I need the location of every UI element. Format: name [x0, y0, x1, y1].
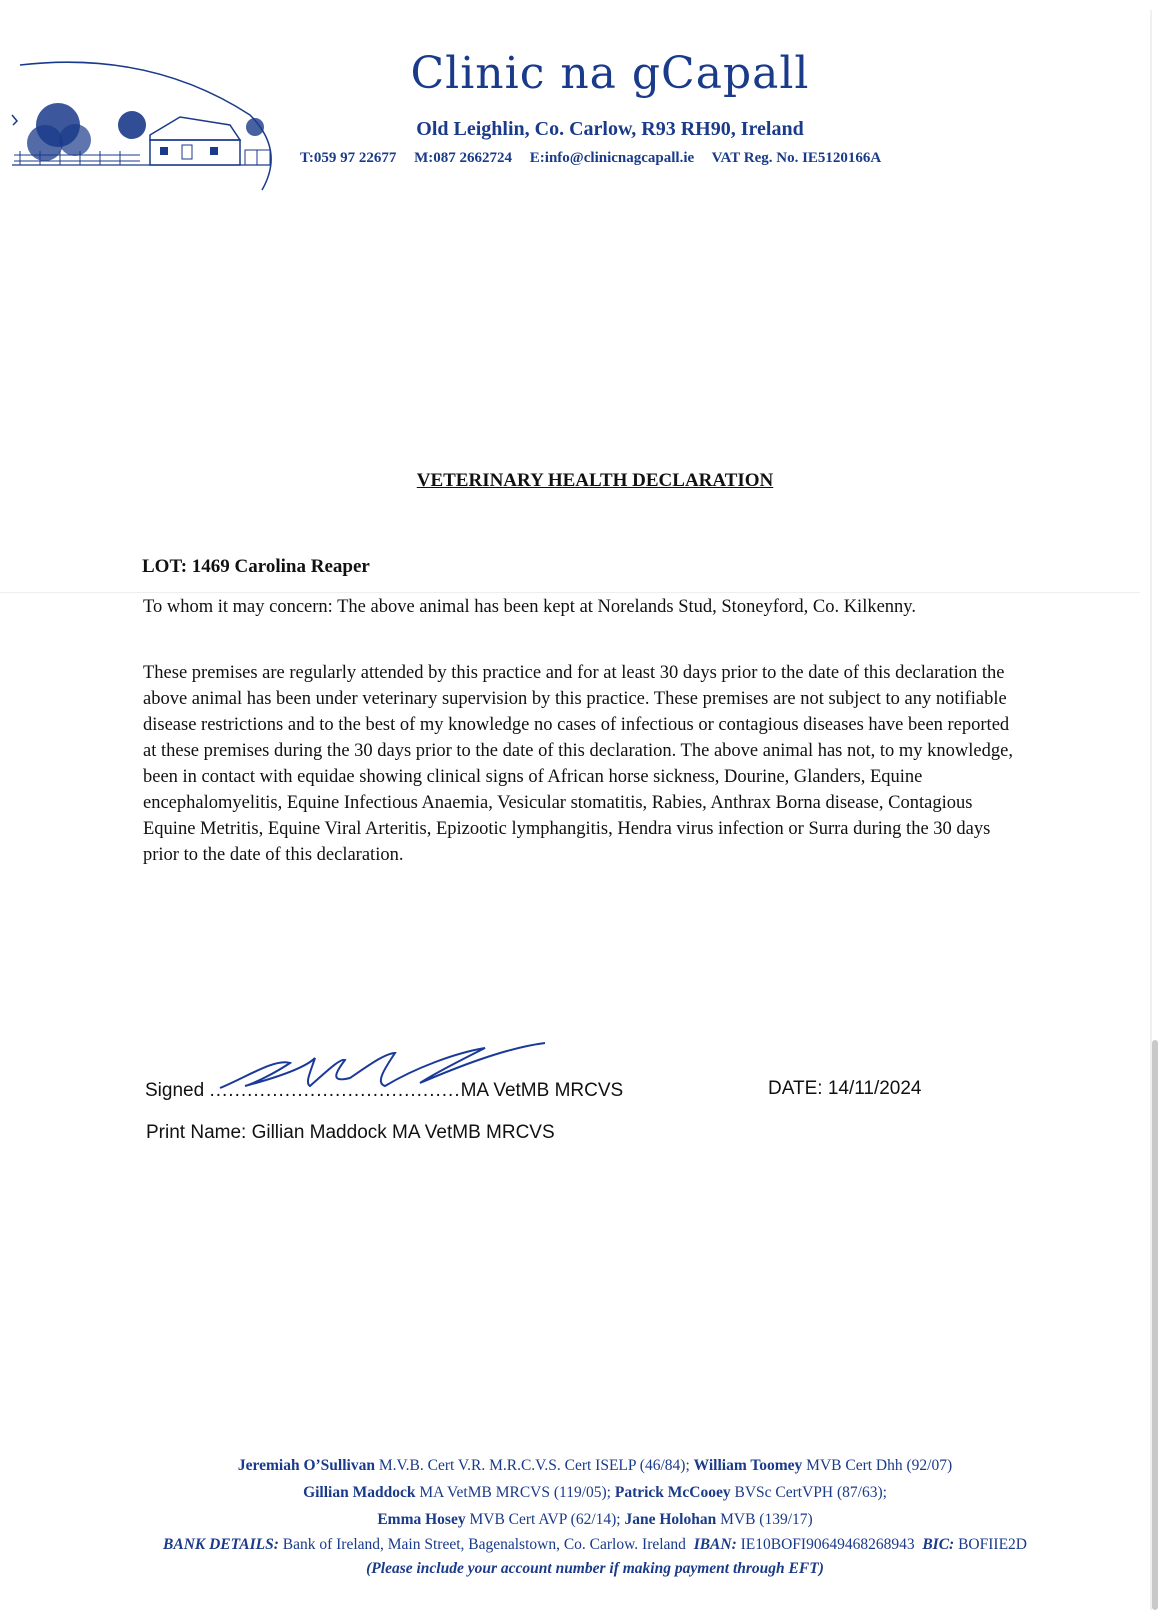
paragraph-declaration: These premises are regularly attended by this practice and for at least 30 days prior to the date of this declaration the above animal has been under veterinary supervision by this practice. These premises are not subject to any notifiable disease restrictions and to the best of my knowledge no cases of infectious or contagious diseases have been reported at these premises during the 30 days prior to the date of this declaration. The above animal has not, to my knowledge, been in contact with equidae showing clinical signs of African horse sickness, Dourine, Glanders, Equine encephalomyelitis, Equine Infectious Anaemia, Vesicular stomatitis, Rabies, Anthrax Borna disease, Contagious Equine Metritis, Equine Viral Arteritis, Epizootic lymphangitis, Hendra virus infection or Surra during the 30 days prior to the date of this declaration. — [143, 663, 1013, 865]
phone: T:059 97 22677 — [300, 150, 397, 166]
lot-heading: LOT: 1469 Carolina Reaper — [142, 556, 370, 577]
footer-vets-line-1 — [0, 1457, 1170, 1475]
bic-value: BOFIIE2D — [958, 1536, 1027, 1553]
footer-bank-details — [0, 1536, 1170, 1554]
page-divider — [0, 592, 1140, 593]
clinic-name: Clinic na gCapall — [410, 48, 810, 99]
clinic-address: Old Leighlin, Co. Carlow, R93 RH90, Ireland — [416, 118, 804, 140]
footer-payment-note: (Please include your account number if making payment through EFT) — [366, 1560, 824, 1577]
print-name: Print Name: Gillian Maddock MA VetMB MRCVS — [146, 1122, 555, 1143]
iban-value: IE10BOFI90649468268943 — [740, 1536, 915, 1553]
contact-line — [300, 150, 895, 167]
vet-quals: MVB Cert AVP (62/14); — [469, 1511, 621, 1528]
vet-quals: BVSc CertVPH (87/63); — [734, 1484, 887, 1501]
vet-quals: M.V.B. Cert V.R. M.R.C.V.S. Cert ISELP (46/84); — [378, 1457, 690, 1474]
vet-quals: MA VetMB MRCVS (119/05); — [419, 1484, 611, 1501]
footer-vets-line-2 — [0, 1484, 1170, 1502]
scrollbar-thumb[interactable] — [1152, 1040, 1158, 1610]
vet-quals: MVB Cert Dhh (92/07) — [806, 1457, 953, 1474]
paragraph-intro: To whom it may concern: The above animal has been kept at Norelands Stud, Stoneyford, Co. Kilkenny. — [143, 597, 916, 617]
vet-quals: MVB (139/17) — [720, 1511, 813, 1528]
signed-label: Signed — [145, 1080, 205, 1101]
vet-name: Jeremiah O’Sullivan — [237, 1457, 375, 1474]
email: E:info@clinicnagcapall.ie — [529, 150, 695, 166]
vet-name: William Toomey — [693, 1457, 803, 1474]
declaration-date: DATE: 14/11/2024 — [768, 1078, 922, 1099]
mobile: M:087 2662724 — [414, 150, 513, 166]
vet-name: Patrick McCooey — [614, 1484, 731, 1501]
signed-line — [145, 1080, 623, 1102]
vet-name: Gillian Maddock — [303, 1484, 416, 1501]
bank-label: BANK DETAILS: — [163, 1536, 279, 1553]
vet-name: Jane Holohan — [624, 1511, 717, 1528]
iban-label: IBAN: — [693, 1536, 737, 1553]
signer-qualification: MA VetMB MRCVS — [460, 1080, 624, 1101]
vat-number: VAT Reg. No. IE5120166A — [711, 150, 882, 166]
document-title: VETERINARY HEALTH DECLARATION — [416, 470, 774, 491]
signature-dots: ........................................ — [209, 1080, 461, 1101]
bic-label: BIC: — [922, 1536, 955, 1553]
footer-vets-line-3 — [0, 1511, 1170, 1529]
bank-value: Bank of Ireland, Main Street, Bagenalstown, Co. Carlow. Ireland — [282, 1536, 686, 1553]
vet-name: Emma Hosey — [377, 1511, 466, 1528]
